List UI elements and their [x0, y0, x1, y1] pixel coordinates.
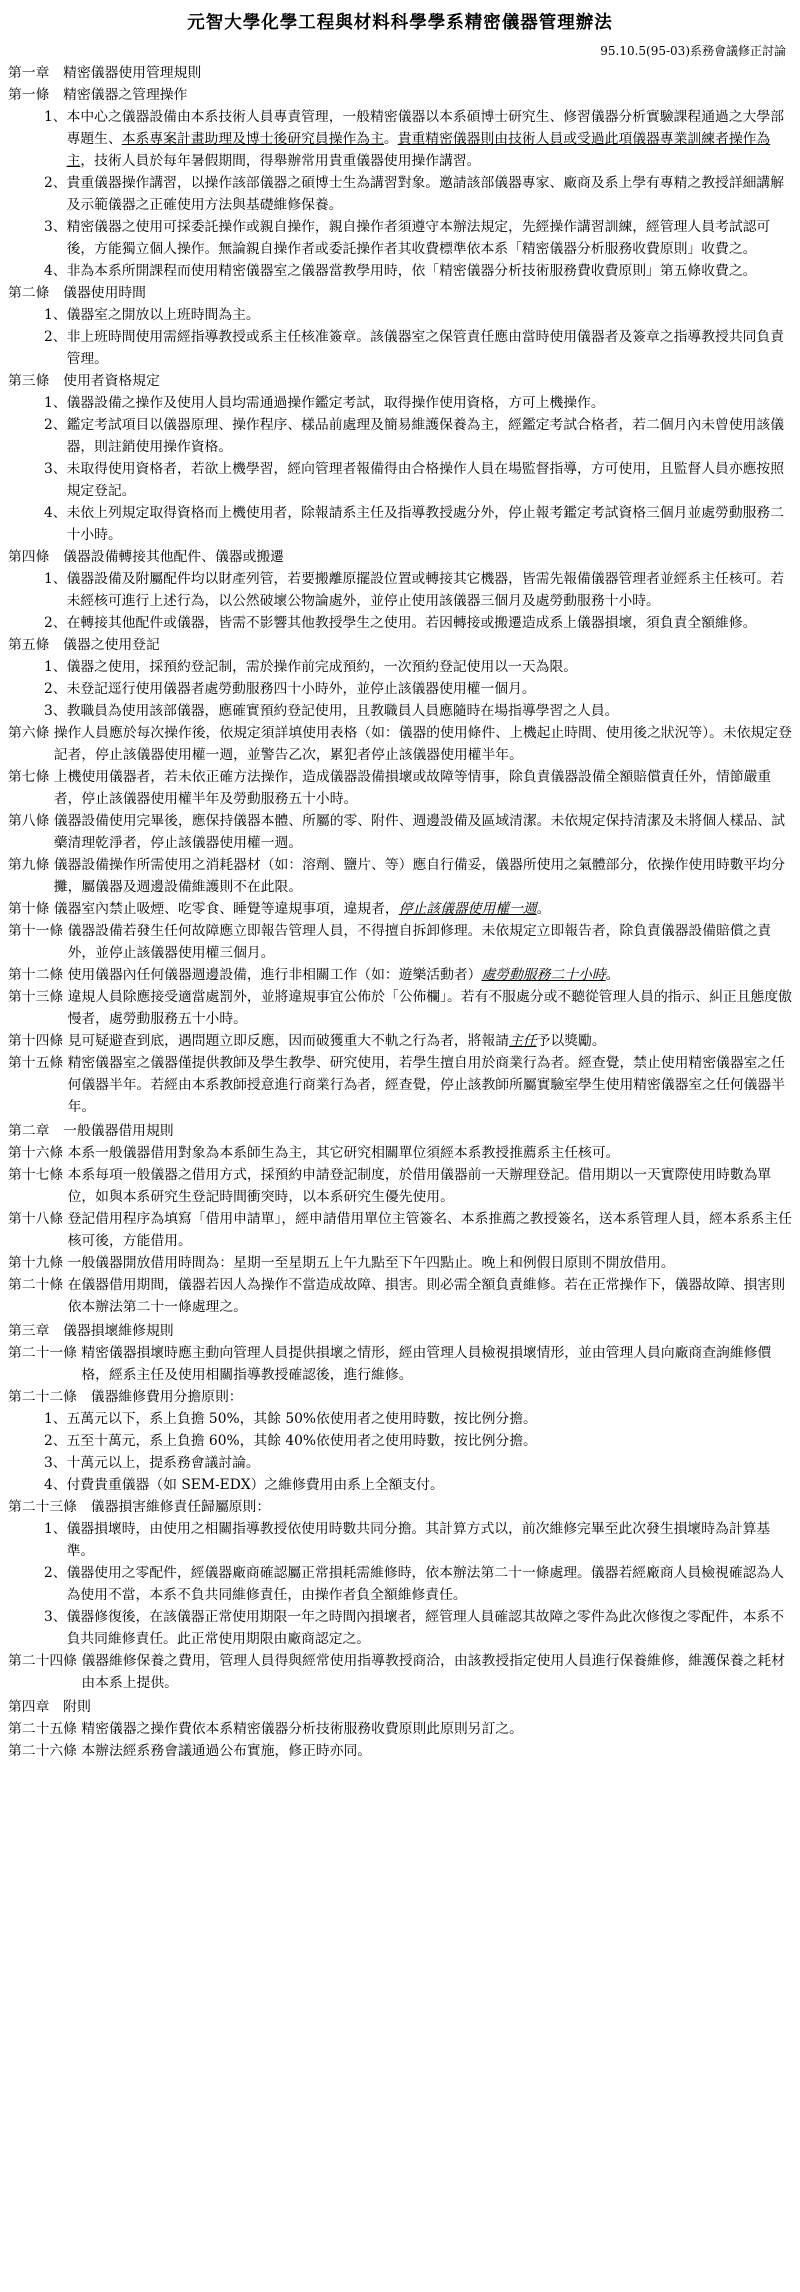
- list-item: 2、 鑑定考試項目以儀器原理、操作程序、樣品前處理及簡易維護保養為主，經鑑定考試合格者，若二個月內未曾使用該儀器，則註銷使用操作資格。: [8, 414, 792, 458]
- article-text: 精密儀器室之儀器僅提供教師及學生教學、研究使用，若學生擅自用於商業行為者。經查覺，禁止使用精密儀器室之任何儀器半年。若經由本系教師授意進行商業行為者，經查覺，停止該教師所屬實驗室學生使用精密儀器室之任何儀器半年。: [67, 1055, 786, 1115]
- article-text: 五萬元以下，系上負擔 50%，其餘 50%依使用者之使用時數，按比例分擔。: [66, 1411, 537, 1427]
- article-16: [8, 1142, 792, 1164]
- list-item: 1、 儀器室之開放以上班時間為主。: [8, 304, 792, 326]
- underlined-text: 貴重精密儀器則由技術人員或受過此項儀器專業訓練者操作為主: [66, 131, 771, 169]
- article-text: 本系一般儀器借用對象為本系師生為主，其它研究相關單位須經本系教授推薦系主任核可。: [67, 1145, 620, 1161]
- article-text: 儀器之使用，採預約登記制，需於操作前完成預約，一次預約登記使用以一天為限。: [66, 659, 578, 675]
- article-14: [8, 1030, 792, 1052]
- article-9: [8, 854, 792, 898]
- article-number: 第二十六條: [8, 1743, 82, 1759]
- article-text: 付費貴重儀器（如 SEM-EDX）之維修費用由系上全額支付。: [66, 1477, 444, 1493]
- article-text: 教職員為使用該部儀器，應確實預約登記使用，且教職員人員應隨時在場指導學習之人員。: [66, 703, 619, 719]
- article-text: 儀器設備操作所需使用之消耗器材（如：溶劑、鹽片、等）應自行備妥，儀器所使用之氣體部分，依操作使用時數平均分攤，屬儀器及週邊設備維護則不在此限。: [53, 857, 786, 895]
- article-text: 五至十萬元，系上負擔 60%，其餘 40%依使用者之使用時數，按比例分擔。: [66, 1433, 537, 1449]
- article-11: [8, 920, 792, 964]
- article-10: [8, 898, 792, 920]
- article-text: 本辦法經系務會議通過公布實施，修正時亦同。: [81, 1743, 372, 1759]
- article-text: 儀器設備使用完畢後，應保持儀器本體、所屬的零、附件、週邊設備及區域清潔。未依規定保持清潔及未將個人樣品、試藥清理乾淨者，停止該儀器使用權一週。: [53, 813, 786, 851]
- article-number: 第十三條: [8, 989, 68, 1005]
- article-number: 第十四條: [8, 1033, 68, 1049]
- article-22-heading: 第二十二條 儀器維修費用分擔原則：: [8, 1389, 243, 1405]
- underlined-text: 主任: [509, 1033, 537, 1049]
- article-number: 第十九條: [8, 1255, 68, 1271]
- article-18: [8, 1208, 792, 1252]
- list-item: 1、 儀器設備之操作及使用人員均需通過操作鑑定考試，取得操作使用資格，方可上機操作。: [8, 392, 792, 414]
- article-text: 未依上列規定取得資格而上機使用者，除報請系主任及指導教授處分外，停止報考鑑定考試資格三個月並處勞動服務二十小時。: [66, 505, 785, 543]
- article-number: 第十一條: [8, 923, 68, 939]
- chapter-2-heading: 第二章 一般儀器借用規則: [8, 1123, 174, 1139]
- list-item: 3、 教職員為使用該部儀器，應確實預約登記使用，且教職員人員應隨時在場指導學習之人員。: [8, 700, 792, 722]
- article-12: [8, 964, 792, 986]
- article-text: 使用儀器內任何儀器週邊設備，進行非相關工作（如：遊樂活動者）: [67, 967, 482, 983]
- article-number: 第十二條: [8, 967, 68, 983]
- article-19: [8, 1252, 792, 1274]
- article-text: 未登記逕行使用儀器者處勞動服務四十小時外，並停止該儀器使用權一個月。: [66, 681, 536, 697]
- article-text: 操作人員應於每次操作後，依規定須詳填使用表格（如：儀器的使用條件、上機起止時間、使用後之狀況等）。未依規定登記者，停止該儀器使用權一週，並警告乙次，累犯者停止該儀器使用權半年。: [53, 725, 792, 763]
- article-15: [8, 1052, 792, 1118]
- article-text: 儀器設備及附屬配件均以財產列管，若要搬離原擺設位置或轉接其它機器，皆需先報備儀器管理者並經系主任核可。若未經核可進行上述行為，以公然破壞公物論處外，並停止使用該儀器三個月及處勞動服務十小時。: [66, 571, 785, 609]
- list-item: 2、 貴重儀器操作講習，以操作該部儀器之碩博士生為講習對象。邀請該部儀器專家、廠商及系上學有專精之教授詳細講解及示範儀器之正確使用方法與基礎維修保養。: [8, 172, 792, 216]
- article-text: 儀器設備之操作及使用人員均需通過操作鑑定考試，取得操作使用資格，方可上機操作。: [66, 395, 605, 411]
- article-text: 貴重儀器操作講習，以操作該部儀器之碩博士生為講習對象。邀請該部儀器專家、廠商及系上學有專精之教授詳細講解及示範儀器之正確使用方法與基礎維修保養。: [66, 175, 785, 213]
- document: [8, 10, 792, 1762]
- article-23-heading: 第二十三條 儀器損害維修責任歸屬原則：: [8, 1499, 271, 1515]
- chapter-4-heading: 第四章 附則: [8, 1699, 91, 1715]
- list-item: 1、 儀器之使用，採預約登記制，需於操作前完成預約，一次預約登記使用以一天為限。: [8, 656, 792, 678]
- article-text: 精密儀器之使用可採委託操作或親自操作，親自操作者須遵守本辦法規定，先經操作講習訓練，經管理人員考試認可後，方能獨立個人操作。無論親自操作者或委託操作者其收費標準依本系「精密儀器分析服務收費原則」收費之。: [66, 219, 771, 257]
- article-text: 精密儀器損壞時應主動向管理人員提供損壞之情形，經由管理人員檢視損壞情形，並由管理人員向廠商查詢維修價格，經系主任及使用相關指導教授確認後，進行維修。: [81, 1345, 772, 1383]
- article-text: 在儀器借用期間，儀器若因人為操作不當造成故障、損害。則必需全額負責維修。若在正常操作下，儀器故障、損害則依本辦法第二十一條處理之。: [67, 1277, 786, 1315]
- list-item: 2、 在轉接其他配件或儀器，皆需不影響其他教授學生之使用。若因轉接或搬遷造成系上儀器損壞，須負責全額維修。: [8, 612, 792, 634]
- article-8: [8, 810, 792, 854]
- list-item: 3、 儀器修復後，在該儀器正常使用期限一年之時間內損壞者，經管理人員確認其故障之零件為此次修復之零配件，本系不負共同維修責任。此正常使用期限由廠商認定之。: [8, 1606, 792, 1650]
- article-text: 登記借用程序為填寫「借用申請單」，經申請借用單位主管簽名、本系推薦之教授簽名，送本系管理人員，經本系系主任核可後，方能借用。: [67, 1211, 792, 1249]
- article-number: 第二十一條: [8, 1345, 82, 1361]
- list-item: 4、 非為本系所開課程而使用精密儀器室之儀器當教學用時，依「精密儀器分析技術服務費收費原則」第五條收費之。: [8, 260, 792, 282]
- article-number: 第十六條: [8, 1145, 68, 1161]
- article-text: 本中心之儀器設備由本系技術人員專責管理，一般精密儀器以本系碩博士研究生、修習儀器分析實驗課程通過之大學部專題生、: [66, 109, 785, 147]
- article-text: 精密儀器之操作費依本系精密儀器分析技術服務收費原則此原則另訂之。: [81, 1721, 523, 1737]
- article-text: 。: [605, 967, 620, 983]
- article-text: 儀器損壞時，由使用之相關指導教授依使用時數共同分擔。其計算方式以，前次維修完畢至此次發生損壞時為計算基準。: [66, 1521, 771, 1559]
- article-text: 。: [536, 901, 551, 917]
- list-item: 4、 付費貴重儀器（如 SEM-EDX）之維修費用由系上全額支付。: [8, 1474, 792, 1496]
- article-text: 見可疑避查到底，遇問題立即反應，因而破獲重大不軌之行為者，將報請: [67, 1033, 510, 1049]
- article-text: 未取得使用資格者，若欲上機學習，經向管理者報備得由合格操作人員在場監督指導，方可使用，且監督人員亦應按照規定登記。: [66, 461, 785, 499]
- chapter-1-heading: 第一章 精密儀器使用管理規則: [8, 65, 202, 81]
- article-text: 本系每項一般儀器之借用方式，採預約申請登記制度，於借用儀器前一天辦理登記。借用期以一天實際使用時數為單位，如與本系研究生登記時間衝突時，以本系研究生優先使用。: [67, 1167, 772, 1205]
- article-17: [8, 1164, 792, 1208]
- list-item: 1、 五萬元以下，系上負擔 50%，其餘 50%依使用者之使用時數，按比例分擔。: [8, 1408, 792, 1430]
- list-item: 2、 未登記逕行使用儀器者處勞動服務四十小時外，並停止該儀器使用權一個月。: [8, 678, 792, 700]
- article-7: [8, 766, 792, 810]
- article-text: 儀器設備若發生任何故障應立即報告管理人員，不得擅自拆卸修理。未依規定立即報告者，除負責儀器設備賠償之責外，並停止該儀器使用權三個月。: [67, 923, 772, 961]
- article-text: 非為本系所開課程而使用精密儀器室之儀器當教學用時，依「精密儀器分析技術服務費收費原則」第五條收費之。: [66, 263, 757, 279]
- article-3-heading: 第三條 使用者資格規定: [8, 373, 160, 389]
- list-item: 1、 儀器設備及附屬配件均以財產列管，若要搬離原擺設位置或轉接其它機器，皆需先報備儀器管理者並經系主任核可。若未經核可進行上述行為，以公然破壞公物論處外，並停止使用該儀器三個月及處勞動服務十小時。: [8, 568, 792, 612]
- article-text: ，技術人員於每年暑假期間，得舉辦常用貴重儀器使用操作講習。: [80, 153, 481, 169]
- article-text: 儀器室內禁止吸煙、吃零食、睡覺等違規事項，違規者，: [53, 901, 399, 917]
- article-number: 第二十五條: [8, 1721, 82, 1737]
- article-number: 第十五條: [8, 1055, 68, 1071]
- list-item: 2、 儀器使用之零配件，經儀器廠商確認屬正常損耗需維修時，依本辦法第二十一條處理。儀器若經廠商人員檢視確認為人為使用不當，本系不負共同維修責任，由操作者負全額維修責任。: [8, 1562, 792, 1606]
- article-number: 第六條: [8, 725, 54, 741]
- article-13: [8, 986, 792, 1030]
- article-text: 在轉接其他配件或儀器，皆需不影響其他教授學生之使用。若因轉接或搬遷造成系上儀器損壞，須負責全額維修。: [66, 615, 757, 631]
- revision-note: 95.10.5(95-03)系務會議修正討論: [600, 44, 786, 58]
- article-number: 第七條: [8, 769, 54, 785]
- article-text: 非上班時間使用需經指導教授或系主任核准簽章。該儀器室之保管責任應由當時使用儀器者及簽章之指導教授共同負責管理。: [66, 329, 785, 367]
- document-title: 元智大學化學工程與材料科學學系精密儀器管理辦法: [187, 13, 613, 33]
- article-text: 違規人員除應接受適當處罰外，並將違規事宜公佈於「公佈欄」。若有不服處分或不聽從管理人員的指示、糾正且態度傲慢者，處勞動服務五十小時。: [67, 989, 792, 1027]
- article-number: 第九條: [8, 857, 54, 873]
- article-number: 第二十四條: [8, 1653, 82, 1669]
- article-4-heading: 第四條 儀器設備轉接其他配件、儀器或搬遷: [8, 549, 284, 565]
- article-number: 第十七條: [8, 1167, 68, 1183]
- article-text: 十萬元以上，提系務會議討論。: [66, 1455, 260, 1471]
- list-item: 3、 未取得使用資格者，若欲上機學習，經向管理者報備得由合格操作人員在場監督指導，方可使用，且監督人員亦應按照規定登記。: [8, 458, 792, 502]
- article-text: 儀器使用之零配件，經儀器廠商確認屬正常損耗需維修時，依本辦法第二十一條處理。儀器若經廠商人員檢視確認為人為使用不當，本系不負共同維修責任，由操作者負全額維修責任。: [66, 1565, 785, 1603]
- article-text: 儀器室之開放以上班時間為主。: [66, 307, 260, 323]
- article-text: 。: [383, 131, 398, 147]
- underlined-text: 本系專案計畫助理及博士後研究員操作為主: [121, 131, 384, 147]
- article-number: 第十八條: [8, 1211, 68, 1227]
- article-number: 第十條: [8, 901, 54, 917]
- article-text: 予以獎勵。: [536, 1033, 606, 1049]
- article-text: 儀器維修保養之費用，管理人員得與經常使用指導教授商洽，由該教授指定使用人員進行保養維修，維護保養之耗材由本系上提供。: [81, 1653, 786, 1691]
- list-item: 1、 儀器損壞時，由使用之相關指導教授依使用時數共同分擔。其計算方式以，前次維修完畢至此次發生損壞時為計算基準。: [8, 1518, 792, 1562]
- article-text: 鑑定考試項目以儀器原理、操作程序、樣品前處理及簡易維護保養為主，經鑑定考試合格者，若二個月內未曾使用該儀器，則註銷使用操作資格。: [66, 417, 785, 455]
- list-item: 3、 精密儀器之使用可採委託操作或親自操作，親自操作者須遵守本辦法規定，先經操作講習訓練，經管理人員考試認可後，方能獨立個人操作。無論親自操作者或委託操作者其收費標準依本系「精密儀器分析服務收費原則」收費之。: [8, 216, 792, 260]
- article-6: [8, 722, 792, 766]
- article-2-heading: 第二條 儀器使用時間: [8, 285, 146, 301]
- article-25: [8, 1718, 792, 1740]
- underlined-text: 停止該儀器使用權一週: [398, 901, 537, 917]
- article-number: 第八條: [8, 813, 54, 829]
- article-number: 第二十條: [8, 1277, 68, 1293]
- underlined-text: 處勞動服務二十小時: [481, 967, 606, 983]
- article-24: [8, 1650, 792, 1694]
- list-item: 2、 五至十萬元，系上負擔 60%，其餘 40%依使用者之使用時數，按比例分擔。: [8, 1430, 792, 1452]
- article-26: [8, 1740, 792, 1762]
- article-1-heading: 第一條 精密儀器之管理操作: [8, 87, 188, 103]
- list-item: 2、 非上班時間使用需經指導教授或系主任核准簽章。該儀器室之保管責任應由當時使用儀器者及簽章之指導教授共同負責管理。: [8, 326, 792, 370]
- article-text: 儀器修復後，在該儀器正常使用期限一年之時間內損壞者，經管理人員確認其故障之零件為此次修復之零配件，本系不負共同維修責任。此正常使用期限由廠商認定之。: [66, 1609, 785, 1647]
- article-21: [8, 1342, 792, 1386]
- list-item: 4、 未依上列規定取得資格而上機使用者，除報請系主任及指導教授處分外，停止報考鑑定考試資格三個月並處勞動服務二十小時。: [8, 502, 792, 546]
- chapter-3-heading: 第三章 儀器損壞維修規則: [8, 1323, 174, 1339]
- list-item: 3、 十萬元以上，提系務會議討論。: [8, 1452, 792, 1474]
- article-20: [8, 1274, 792, 1318]
- article-text: 上機使用儀器者，若未依正確方法操作，造成儀器設備損壞或故障等情事，除負責儀器設備全額賠償責任外，情節嚴重者，停止該儀器使用權半年及勞動服務五十小時。: [53, 769, 772, 807]
- list-item: 1、 本中心之儀器設備由本系技術人員專責管理，一般精密儀器以本系碩博士研究生、修習儀器分析實驗課程通過之大學部專題生、本系專案計畫助理及博士後研究員操作為主。貴重精密儀器則由技術人員或受過此項儀器專業訓練者操作為主，技術人員於每年暑假期間，得舉辦常用貴重儀器使用操作講習。: [44, 109, 785, 169]
- article-text: 一般儀器開放借用時間為：星期一至星期五上午九點至下午四點止。晚上和例假日原則不開放借用。: [67, 1255, 675, 1271]
- article-5-heading: 第五條 儀器之使用登記: [8, 637, 160, 653]
